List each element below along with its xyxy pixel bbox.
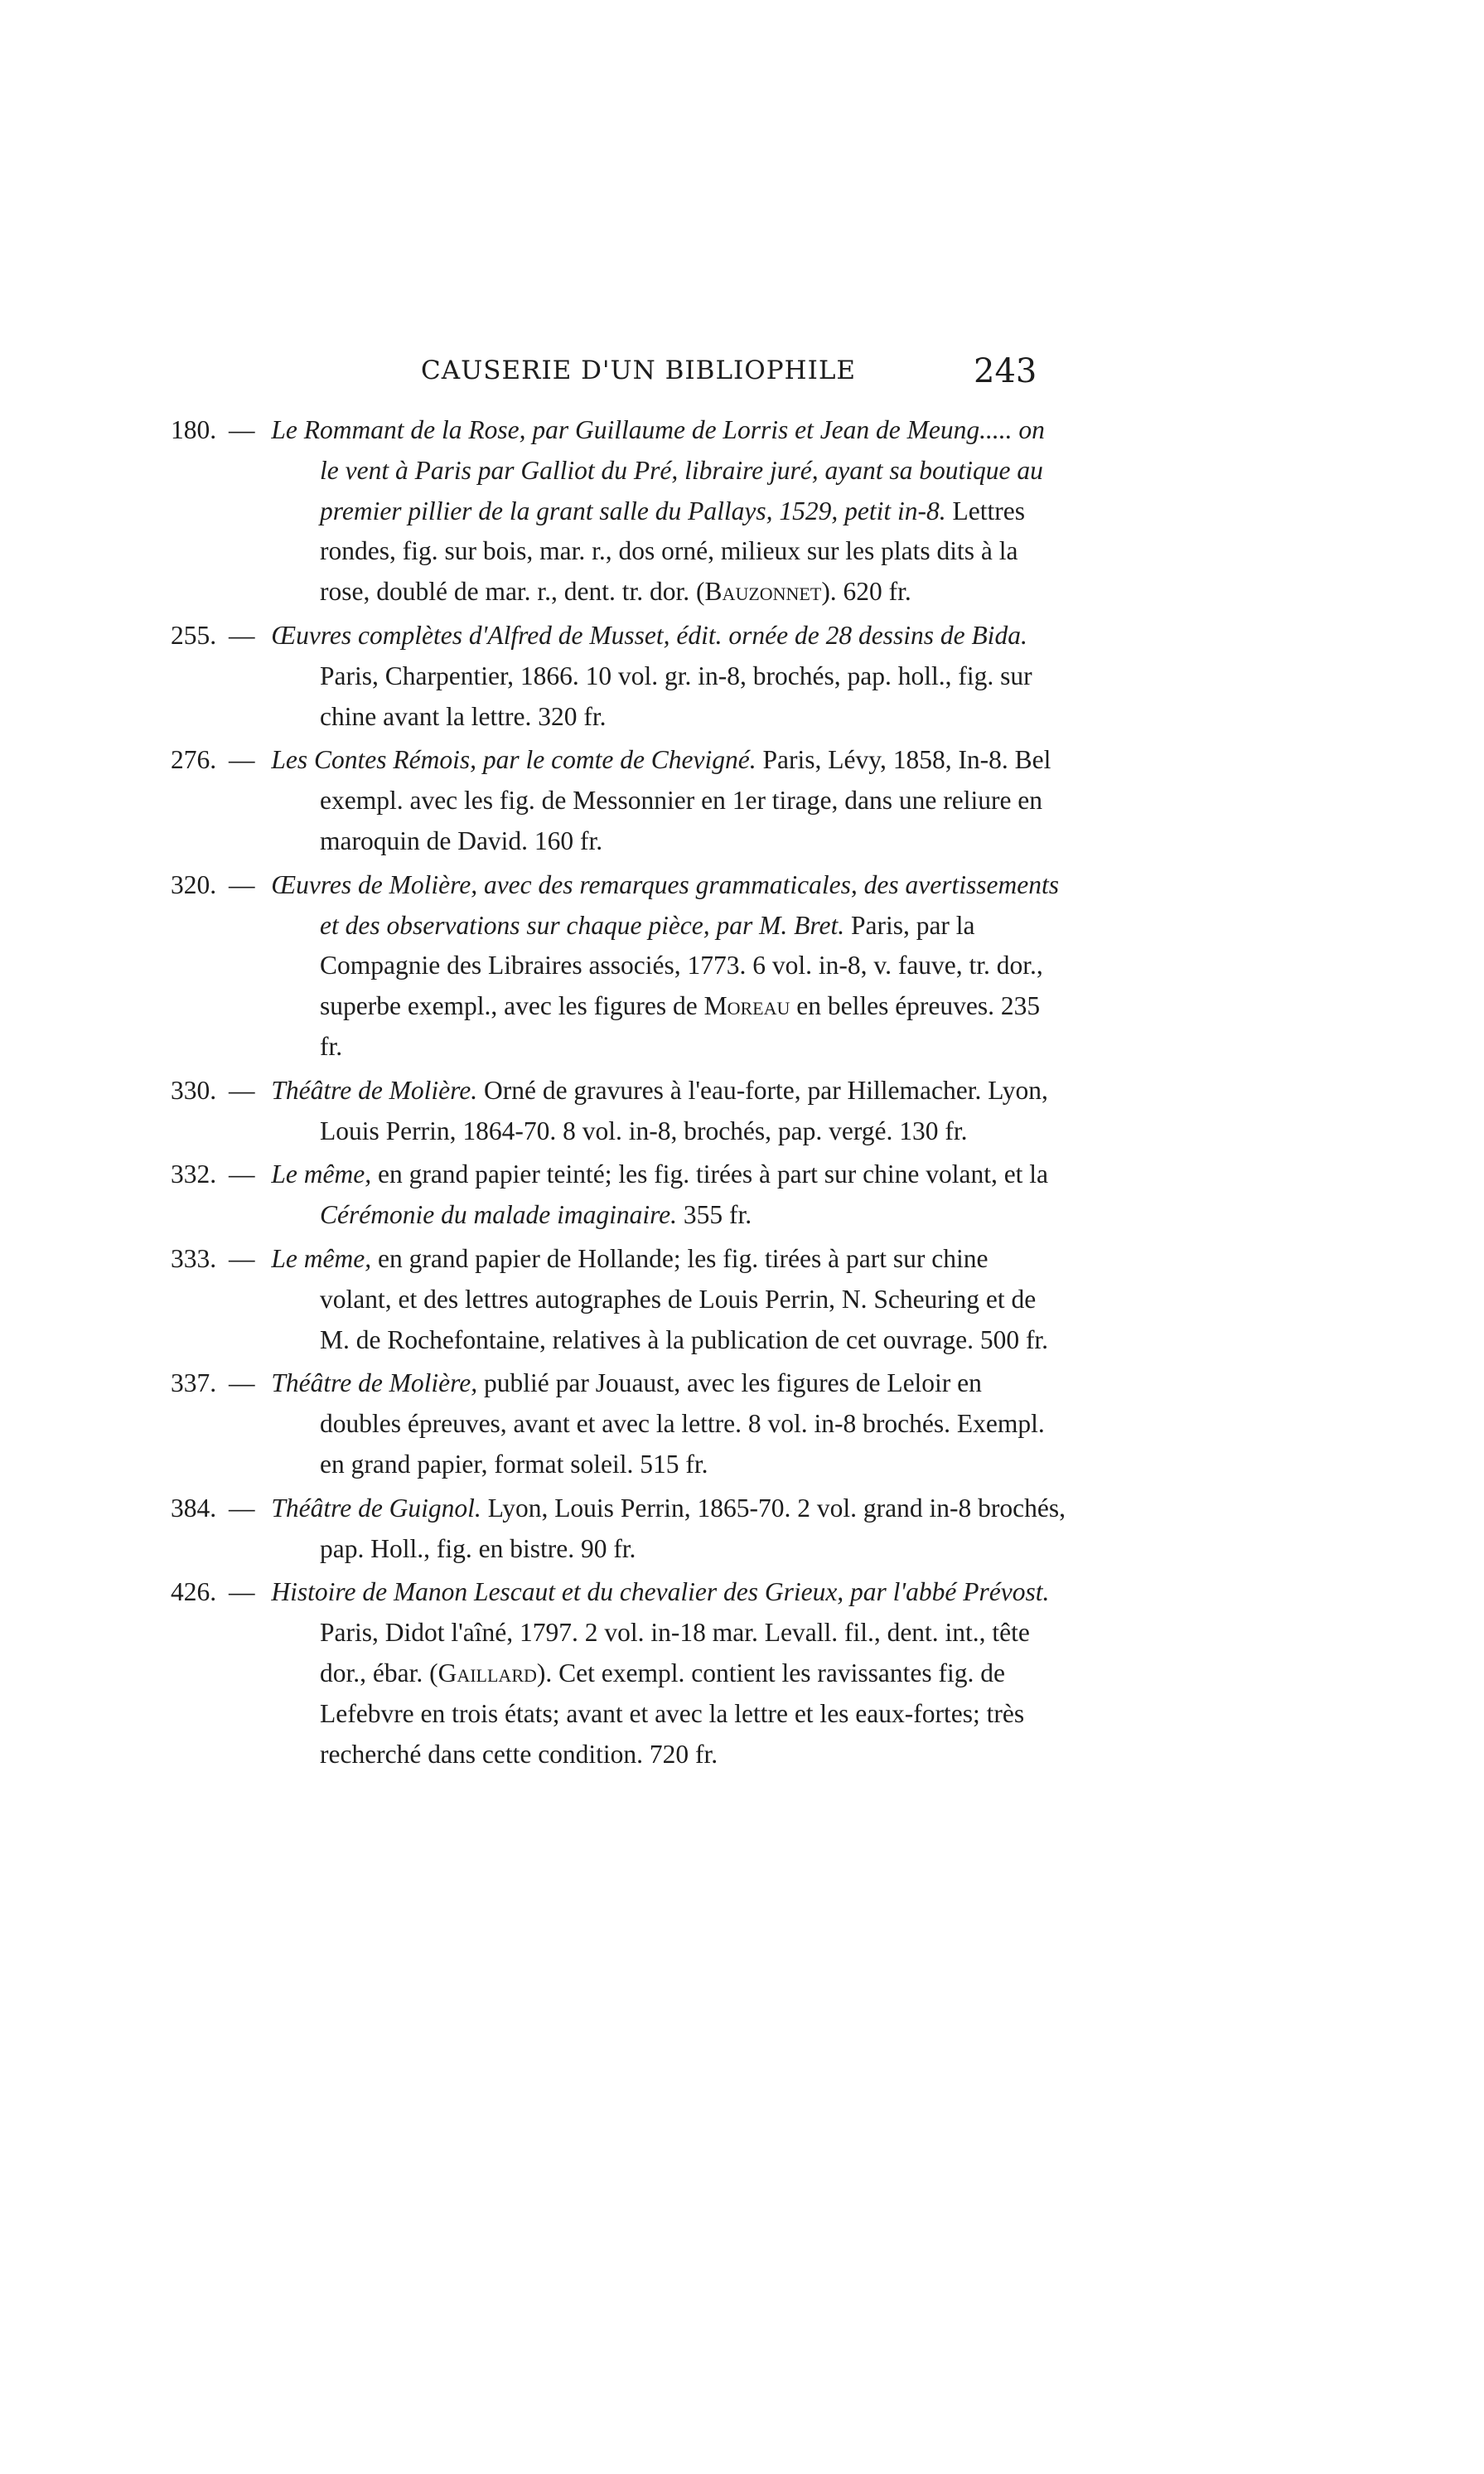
entry-details: Paris, Charpentier, 1866. 10 vol. gr. in-8, brochés, pap. holl., fig. sur chine avant la lettre. 320 fr. <box>320 661 1032 731</box>
entry-price: ). Cet exempl. contient les ravissantes fig. de Lefebvre en trois états; avant et avec la lettre et les eaux-fortes; très recherché dans cette condition. 720 fr. <box>320 1658 1025 1769</box>
running-head: CAUSERIE D'UN BIBLIOPHILE <box>421 356 857 385</box>
entry-details: en grand papier teinté; les fig. tirées à part sur chine volant, et la <box>377 1160 1049 1189</box>
catalogue-entry <box>171 1155 1066 1236</box>
page-number: 243 <box>974 352 1037 390</box>
entry-dash: — <box>229 1493 255 1523</box>
lot-number: 320. <box>171 869 217 899</box>
catalogue-entry <box>171 1572 1066 1774</box>
lot-number: 180. <box>171 415 217 444</box>
entry-details: Paris, par la Compagnie des Libraires associés, 1773. 6 vol. in-8, v. fauve, tr. dor., superbe exempl., avec les figures de <box>320 910 1043 1021</box>
entry-dash: — <box>229 620 255 650</box>
lot-number: 426. <box>171 1577 217 1607</box>
binder-name: Bauzonnet <box>704 577 822 607</box>
entry-dash: — <box>229 1243 255 1273</box>
entry-title: Les Contes Rémois, par le comte de Chevigné. <box>271 745 757 775</box>
lot-number: 330. <box>171 1075 217 1105</box>
lot-number: 332. <box>171 1160 217 1189</box>
entry-details: en grand papier de Hollande; les fig. tirées à part sur chine volant, et des lettres autographes de Louis Perrin, N. Scheuring et de M. de Rochefontaine, relatives à la publication de cet ouvrage. 500 fr. <box>320 1243 1049 1354</box>
entry-dash: — <box>229 1577 255 1607</box>
entry-title: Théâtre de Molière, <box>271 1368 478 1398</box>
catalogue-entry <box>171 1239 1066 1360</box>
entry-dash: — <box>229 745 255 775</box>
entry-details: Paris, Didot l'aîné, 1797. 2 vol. in-18 mar. Levall. fil., dent. int., tête dor., ébar. ( <box>320 1618 1030 1687</box>
entry-title: Histoire de Manon Lescaut et du chevalier des Grieux, par l'abbé Prévost. <box>271 1577 1050 1607</box>
lot-number: 337. <box>171 1368 217 1398</box>
entry-title: Théâtre de Molière. <box>271 1075 478 1105</box>
entry-price: en belles épreuves. 235 fr. <box>320 991 1041 1061</box>
catalogue-entry <box>171 410 1066 612</box>
entry-details: Lettres rondes, fig. sur bois, mar. r., dos orné, milieux sur les plats dits à la rose, doublé de mar. r., dent. tr. dor. ( <box>320 496 1025 607</box>
entry-title: Le même, <box>271 1160 372 1189</box>
entry-price: 355 fr. <box>683 1200 752 1230</box>
catalogue-entry <box>171 616 1066 737</box>
entry-details: Paris, Lévy, 1858, In-8. Bel exempl. avec les fig. de Messonnier en 1er tirage, dans une reliure en maroquin de David. 160 fr. <box>320 745 1051 855</box>
entry-dash: — <box>229 1368 255 1398</box>
entry-dash: — <box>229 1075 255 1105</box>
catalogue-entry <box>171 740 1066 861</box>
entry-title: Le même, <box>271 1243 372 1273</box>
page-header <box>0 351 1484 400</box>
lot-number: 276. <box>171 745 217 775</box>
catalogue-entry <box>171 865 1066 1068</box>
catalogue-entry <box>171 1363 1066 1484</box>
binder-name: Gaillard <box>437 1658 537 1687</box>
entry-dash: — <box>229 415 255 444</box>
entry-title: Œuvres complètes d'Alfred de Musset, édit. ornée de 28 dessins de Bida. <box>271 620 1027 650</box>
entry-dash: — <box>229 869 255 899</box>
lot-number: 255. <box>171 620 217 650</box>
entry-details: Lyon, Louis Perrin, 1865-70. 2 vol. grand in-8 brochés, pap. Holl., fig. en bistre. 90 fr. <box>320 1493 1066 1563</box>
entry-dash: — <box>229 1160 255 1189</box>
catalogue-entry <box>171 1071 1066 1152</box>
lot-number: 384. <box>171 1493 217 1523</box>
artist-name: Moreau <box>703 991 790 1021</box>
entry-subtitle: Cérémonie du malade imaginaire. <box>320 1200 678 1230</box>
entry-details: Orné de gravures à l'eau-forte, par Hillemacher. Lyon, Louis Perrin, 1864-70. 8 vol. in-8, brochés, pap. vergé. 130 fr. <box>320 1075 1048 1145</box>
entry-title: Le Rommant de la Rose, par Guillaume de Lorris et Jean de Meung..... on le vent à Paris par Galliot du Pré, libraire juré, ayant sa boutique au premier pillier de la grant salle du Pallays, 1529, petit in-8. <box>271 415 1045 525</box>
entry-price: ). 620 fr. <box>821 577 911 607</box>
catalogue-entry <box>171 1489 1066 1570</box>
entry-title: Théâtre de Guignol. <box>271 1493 481 1523</box>
entry-details: publié par Jouaust, avec les figures de Leloir en doubles épreuves, avant et avec la lettre. 8 vol. in-8 brochés. Exempl. en grand papier, format soleil. 515 fr. <box>320 1368 1045 1479</box>
catalogue-list <box>171 410 1066 1778</box>
lot-number: 333. <box>171 1243 217 1273</box>
entry-title: Œuvres de Molière, avec des remarques grammaticales, des avertissements et des observations sur chaque pièce, par M. Bret. <box>271 869 1059 940</box>
